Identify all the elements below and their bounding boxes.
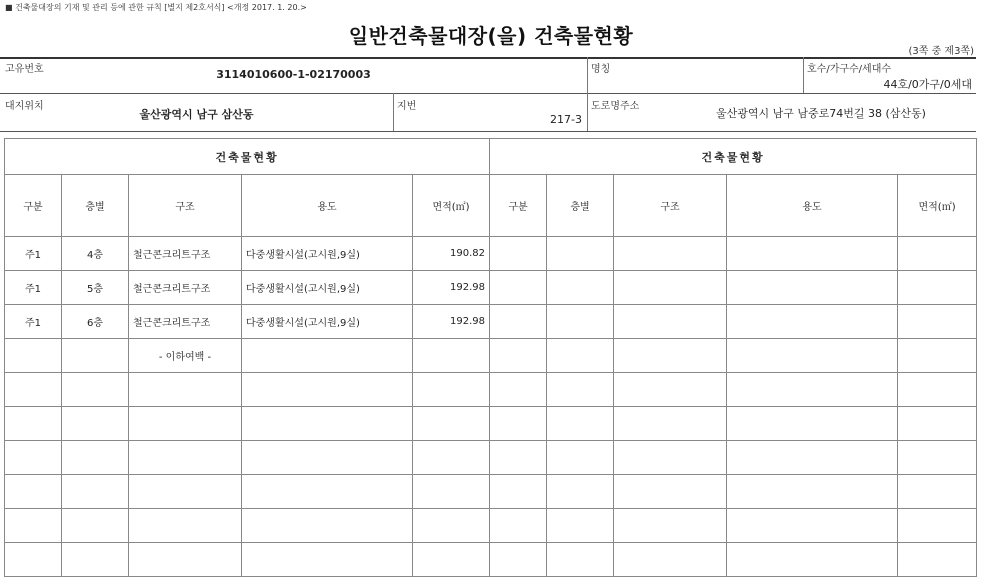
cell-use <box>242 441 413 475</box>
cell-empty-right <box>898 509 977 543</box>
units-value: 44호/0가구/0세대 <box>883 78 972 91</box>
cell-structure <box>129 373 242 407</box>
table-row <box>5 475 977 509</box>
building-status-table <box>4 138 977 577</box>
site-location-label: 대지위치 <box>5 101 44 112</box>
cell-empty-right <box>727 373 898 407</box>
cell-area: 192.98 <box>413 305 490 339</box>
cell-empty-right <box>490 509 547 543</box>
table-row <box>5 509 977 543</box>
cell-empty-right <box>547 441 614 475</box>
cell-empty-right <box>547 407 614 441</box>
cell-empty-right <box>614 237 727 271</box>
cell-empty-right <box>614 509 727 543</box>
cell-structure: - 이하여백 - <box>129 339 242 373</box>
cell-empty-right <box>490 407 547 441</box>
cell-use: 다중생활시설(고시원,9실) <box>242 237 413 271</box>
cell-floor: 4층 <box>62 237 129 271</box>
cell-type <box>5 475 62 509</box>
table-row <box>5 407 977 441</box>
cell-type <box>5 441 62 475</box>
cell-type: 주1 <box>5 237 62 271</box>
form-regulation-note: ■ 건축물대장의 기재 및 관리 등에 관한 규칙 [별지 제2호서식] <개정 2017. 1. 20.> <box>5 3 307 12</box>
col-header-use: 용도 <box>242 175 413 237</box>
info-row-divider <box>0 93 976 94</box>
cell-area <box>413 441 490 475</box>
info-vdivider-2 <box>803 57 804 93</box>
cell-empty-right <box>614 305 727 339</box>
cell-empty-right <box>490 271 547 305</box>
cell-structure <box>129 475 242 509</box>
cell-area <box>413 509 490 543</box>
cell-floor <box>62 543 129 577</box>
cell-area: 192.98 <box>413 271 490 305</box>
cell-type <box>5 407 62 441</box>
table-row <box>5 305 977 339</box>
info-bottom-border <box>0 131 976 132</box>
cell-use <box>242 373 413 407</box>
cell-structure <box>129 509 242 543</box>
cell-empty-right <box>727 237 898 271</box>
cell-type: 주1 <box>5 305 62 339</box>
cell-empty-right <box>614 339 727 373</box>
cell-empty-right <box>547 339 614 373</box>
cell-floor <box>62 475 129 509</box>
cell-empty-right <box>614 543 727 577</box>
cell-floor <box>62 509 129 543</box>
cell-use <box>242 339 413 373</box>
road-address-label: 도로명주소 <box>591 101 640 112</box>
cell-empty-right <box>898 373 977 407</box>
road-address-value: 울산광역시 남구 남중로74번길 38 (삼산동) <box>716 107 926 120</box>
cell-empty-right <box>614 373 727 407</box>
cell-empty-right <box>898 305 977 339</box>
col-header-area: 면적(㎡) <box>413 175 490 237</box>
cell-empty-right <box>547 271 614 305</box>
table-row <box>5 271 977 305</box>
cell-empty-right <box>898 271 977 305</box>
cell-empty-right <box>898 441 977 475</box>
cell-empty-right <box>898 237 977 271</box>
cell-empty-right <box>490 441 547 475</box>
cell-empty-right <box>547 543 614 577</box>
site-location-value: 울산광역시 남구 삼산동 <box>139 108 254 121</box>
cell-floor <box>62 339 129 373</box>
cell-area <box>413 407 490 441</box>
cell-empty-right <box>898 543 977 577</box>
col-header-type: 구분 <box>5 175 62 237</box>
col-header-use-right: 용도 <box>727 175 898 237</box>
left-section-title: 건축물현황 <box>5 139 490 175</box>
cell-floor: 6층 <box>62 305 129 339</box>
cell-empty-right <box>727 543 898 577</box>
cell-empty-right <box>727 305 898 339</box>
unique-no-label: 고유번호 <box>5 64 44 75</box>
page-indicator: (3쪽 중 제3쪽) <box>908 46 974 57</box>
col-header-type-right: 구분 <box>490 175 547 237</box>
cell-empty-right <box>490 237 547 271</box>
cell-structure: 철근콘크리트구조 <box>129 237 242 271</box>
cell-area <box>413 373 490 407</box>
info-top-border <box>0 57 976 59</box>
table-row <box>5 543 977 577</box>
cell-type <box>5 373 62 407</box>
cell-structure: 철근콘크리트구조 <box>129 305 242 339</box>
cell-empty-right <box>547 475 614 509</box>
cell-area <box>413 543 490 577</box>
cell-type <box>5 339 62 373</box>
col-header-structure-right: 구조 <box>614 175 727 237</box>
building-name-label: 명칭 <box>591 64 611 75</box>
col-header-area-right: 면적(㎡) <box>898 175 977 237</box>
cell-use <box>242 543 413 577</box>
cell-empty-right <box>490 475 547 509</box>
table-body <box>5 237 977 577</box>
cell-structure: 철근콘크리트구조 <box>129 271 242 305</box>
section-title-row <box>5 139 977 175</box>
cell-use <box>242 475 413 509</box>
cell-area <box>413 339 490 373</box>
cell-type <box>5 543 62 577</box>
cell-empty-right <box>490 339 547 373</box>
cell-empty-right <box>727 407 898 441</box>
col-header-structure: 구조 <box>129 175 242 237</box>
cell-use <box>242 407 413 441</box>
cell-structure <box>129 543 242 577</box>
cell-area <box>413 475 490 509</box>
document-title: 일반건축물대장(을) 건축물현황 <box>348 24 634 48</box>
table-row <box>5 237 977 271</box>
cell-empty-right <box>898 407 977 441</box>
cell-empty-right <box>614 441 727 475</box>
cell-empty-right <box>490 543 547 577</box>
cell-empty-right <box>614 475 727 509</box>
info-vdivider-1 <box>587 57 588 131</box>
cell-floor <box>62 441 129 475</box>
col-header-floor-right: 층별 <box>547 175 614 237</box>
cell-empty-right <box>727 271 898 305</box>
lot-number-label: 지번 <box>397 101 417 112</box>
table-row <box>5 441 977 475</box>
cell-type: 주1 <box>5 271 62 305</box>
cell-floor <box>62 373 129 407</box>
cell-empty-right <box>490 373 547 407</box>
cell-structure <box>129 407 242 441</box>
lot-number-value: 217-3 <box>550 113 582 126</box>
cell-empty-right <box>547 373 614 407</box>
cell-empty-right <box>898 339 977 373</box>
column-header-row <box>5 175 977 237</box>
cell-area: 190.82 <box>413 237 490 271</box>
cell-empty-right <box>727 475 898 509</box>
cell-empty-right <box>898 475 977 509</box>
cell-use <box>242 509 413 543</box>
table-row <box>5 373 977 407</box>
cell-empty-right <box>727 441 898 475</box>
cell-type <box>5 509 62 543</box>
table-row <box>5 339 977 373</box>
col-header-floor: 층별 <box>62 175 129 237</box>
cell-empty-right <box>547 509 614 543</box>
cell-empty-right <box>727 339 898 373</box>
cell-structure <box>129 441 242 475</box>
cell-use: 다중생활시설(고시원,9실) <box>242 305 413 339</box>
cell-floor: 5층 <box>62 271 129 305</box>
cell-empty-right <box>490 305 547 339</box>
cell-use: 다중생활시설(고시원,9실) <box>242 271 413 305</box>
cell-empty-right <box>727 509 898 543</box>
cell-floor <box>62 407 129 441</box>
unique-no-value: 3114010600-1-02170003 <box>216 68 371 81</box>
cell-empty-right <box>547 305 614 339</box>
right-section-title: 건축물현황 <box>490 139 977 175</box>
units-label: 호수/가구수/세대수 <box>807 64 892 75</box>
cell-empty-right <box>547 237 614 271</box>
cell-empty-right <box>614 407 727 441</box>
cell-empty-right <box>614 271 727 305</box>
